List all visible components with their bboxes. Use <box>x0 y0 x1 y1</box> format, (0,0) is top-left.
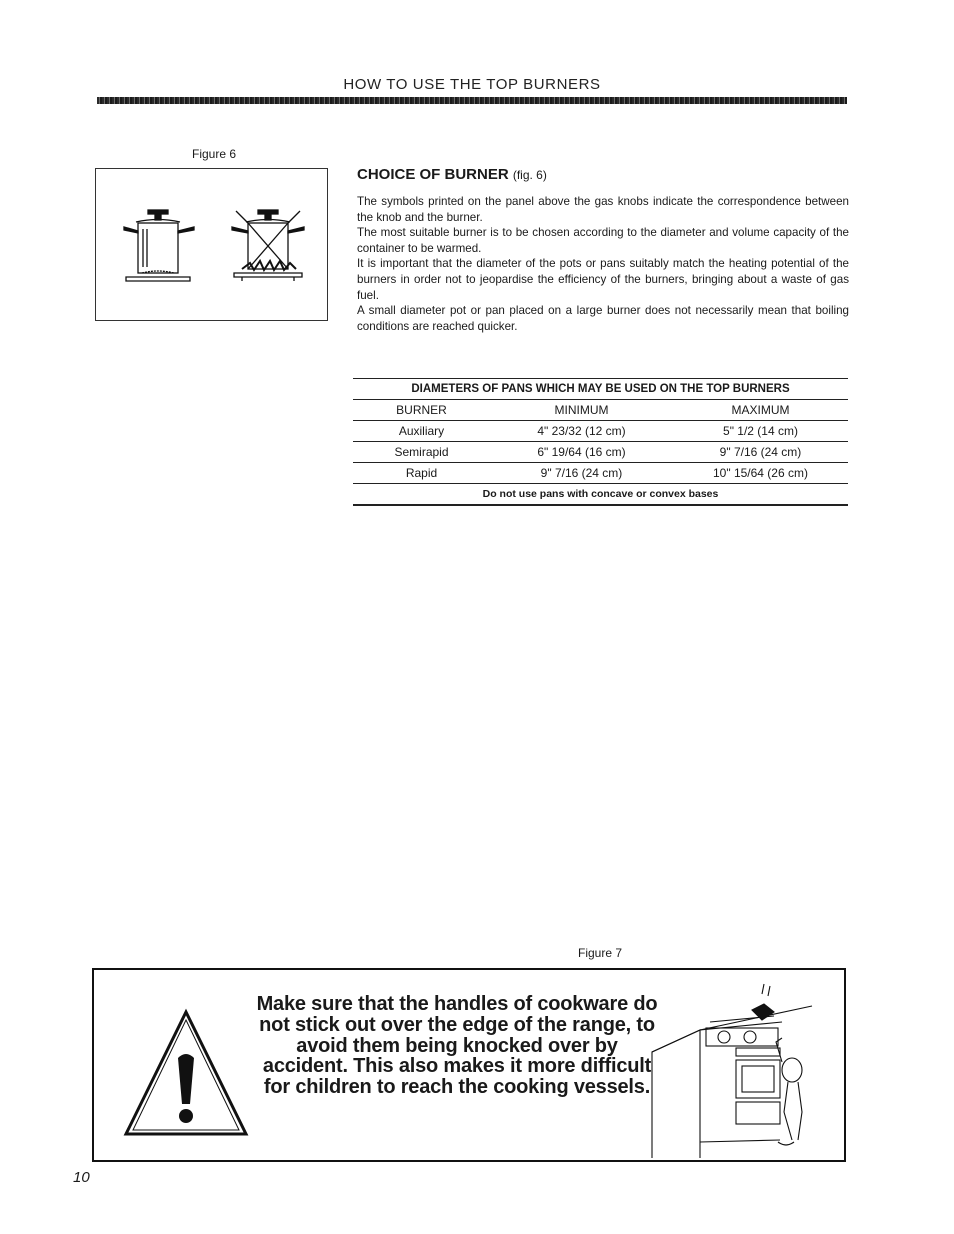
table-cell: Semirapid <box>353 442 490 463</box>
page-header-title: HOW TO USE THE TOP BURNERS <box>343 76 601 93</box>
column-header-minimum: MINIMUM <box>490 400 673 421</box>
table-row <box>353 463 848 484</box>
figure-6-caption: Figure 6 <box>192 147 237 161</box>
warning-triangle-icon <box>120 1006 252 1142</box>
page-number: 10 <box>73 1169 90 1186</box>
table-cell: 4" 23/32 (12 cm) <box>490 421 673 442</box>
figure-7-caption: Figure 7 <box>578 946 623 960</box>
table-footer-note: Do not use pans with concave or convex bases <box>353 484 848 506</box>
table-cell: Auxiliary <box>353 421 490 442</box>
body-paragraph: The most suitable burner is to be chosen according to the diameter and volume capacity of the container to be warmed. <box>357 226 849 255</box>
warning-message: Make sure that the handles of cookware do not stick out over the edge of the range, to avoid them being knocked over by accident. This also makes it more difficult for children to reach the cooking vessels. <box>256 993 658 1099</box>
pot-on-burner-illustration <box>96 169 329 322</box>
table-caption: DIAMETERS OF PANS WHICH MAY BE USED ON THE TOP BURNERS <box>353 379 848 400</box>
header-rule <box>97 97 847 104</box>
section-figure-ref: (fig. 6) <box>512 168 547 182</box>
section-body <box>357 194 849 334</box>
column-header-burner: BURNER <box>353 400 490 421</box>
table-row <box>353 442 848 463</box>
section-title-text: CHOICE OF BURNER <box>357 166 509 183</box>
section-title <box>357 166 547 183</box>
body-paragraph: A small diameter pot or pan placed on a large burner does not necessarily mean that boiling conditions are reached quicker. <box>357 304 849 333</box>
table-row <box>353 421 848 442</box>
pan-diameter-table <box>353 378 848 506</box>
table-cell: 6" 19/64 (16 cm) <box>490 442 673 463</box>
table-cell: 9" 7/16 (24 cm) <box>673 442 848 463</box>
column-header-maximum: MAXIMUM <box>673 400 848 421</box>
body-paragraph: It is important that the diameter of the pots or pans suitably match the heating potential of the burners in order not to jeopardise the efficiency of the burners, bringing about a waste of gas fuel. <box>357 257 849 302</box>
range-with-child-illustration <box>642 982 822 1158</box>
table-cell: 10" 15/64 (26 cm) <box>673 463 848 484</box>
body-paragraph: The symbols printed on the panel above the gas knobs indicate the correspondence between the knob and the burner. <box>357 195 849 224</box>
figure-6-illustration <box>95 168 328 321</box>
table-cell: 9" 7/16 (24 cm) <box>490 463 673 484</box>
table-cell: 5" 1/2 (14 cm) <box>673 421 848 442</box>
table-cell: Rapid <box>353 463 490 484</box>
